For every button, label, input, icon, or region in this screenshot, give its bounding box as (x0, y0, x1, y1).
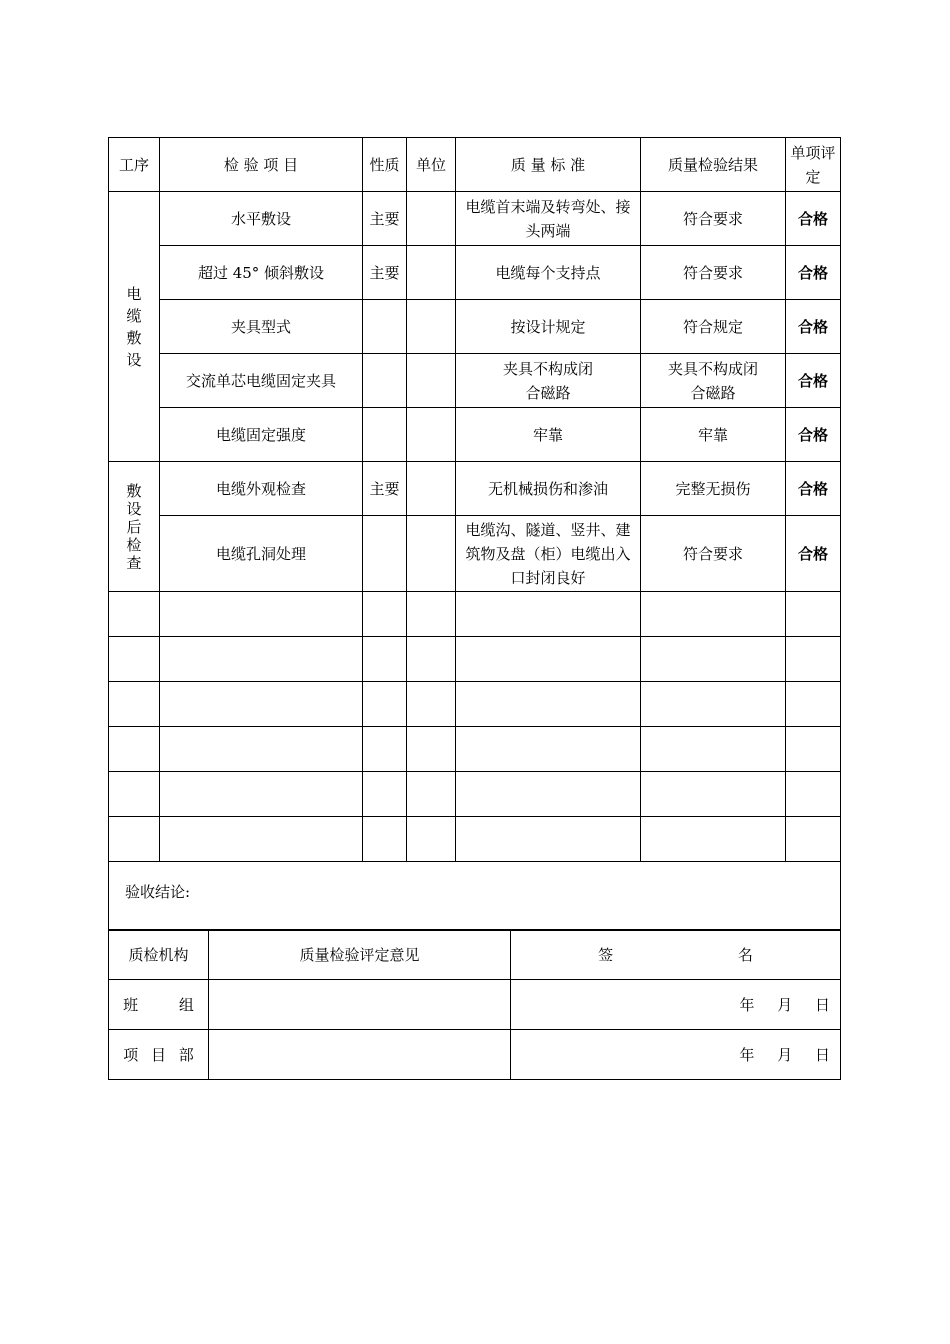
unit-cell (407, 246, 456, 300)
process-cell: 电缆敷设 (109, 192, 160, 462)
item-cell: 交流单芯电缆固定夹具 (160, 354, 363, 408)
table-row (109, 300, 841, 354)
sign-header-row (109, 931, 841, 980)
sign-row (109, 1030, 841, 1080)
header-nature: 性质 (363, 138, 407, 192)
table-row (109, 246, 841, 300)
evaluation-cell: 合格 (786, 246, 841, 300)
standard-cell: 电缆每个支持点 (456, 246, 641, 300)
item-cell: 超过 45° 倾斜敷设 (160, 246, 363, 300)
evaluation-cell: 合格 (786, 300, 841, 354)
conclusion-row (109, 862, 841, 930)
table-row (109, 516, 841, 592)
nature-cell (363, 300, 407, 354)
item-cell: 电缆固定强度 (160, 408, 363, 462)
item-cell: 电缆孔洞处理 (160, 516, 363, 592)
standard-cell: 夹具不构成闭合磁路 (456, 354, 641, 408)
nature-cell (363, 354, 407, 408)
empty-row (109, 817, 841, 862)
result-cell: 完整无损伤 (641, 462, 786, 516)
unit-cell (407, 300, 456, 354)
opinion-cell (209, 1030, 511, 1080)
standard-cell: 按设计规定 (456, 300, 641, 354)
standard-cell: 电缆首末端及转弯处、接头两端 (456, 192, 641, 246)
header-row (109, 138, 841, 192)
nature-cell (363, 408, 407, 462)
table-row (109, 192, 841, 246)
evaluation-cell: 合格 (786, 462, 841, 516)
header-standard: 质 量 标 准 (456, 138, 641, 192)
sign-row (109, 980, 841, 1030)
result-cell: 符合要求 (641, 246, 786, 300)
sign-table (108, 930, 841, 1080)
standard-cell: 电缆沟、隧道、竖井、建筑物及盘（柜）电缆出入口封闭良好 (456, 516, 641, 592)
result-cell: 牢靠 (641, 408, 786, 462)
date-cell: 年 月 日 (511, 1030, 841, 1080)
conclusion-label: 验收结论: (109, 862, 841, 930)
item-cell: 夹具型式 (160, 300, 363, 354)
header-result: 质量检验结果 (641, 138, 786, 192)
unit-cell (407, 192, 456, 246)
evaluation-cell: 合格 (786, 408, 841, 462)
process-cell: 敷设后检查 (109, 462, 160, 592)
opinion-cell (209, 980, 511, 1030)
date-cell: 年 月 日 (511, 980, 841, 1030)
unit-cell (407, 408, 456, 462)
opinion-header: 质量检验评定意见 (209, 931, 511, 980)
nature-cell: 主要 (363, 462, 407, 516)
empty-row (109, 772, 841, 817)
nature-cell: 主要 (363, 246, 407, 300)
result-cell: 符合要求 (641, 516, 786, 592)
table-row (109, 408, 841, 462)
empty-row (109, 682, 841, 727)
item-cell: 水平敷设 (160, 192, 363, 246)
evaluation-cell: 合格 (786, 516, 841, 592)
header-process: 工序 (109, 138, 160, 192)
header-item: 检 验 项 目 (160, 138, 363, 192)
table-row (109, 462, 841, 516)
inspection-table (108, 137, 841, 930)
table-row (109, 354, 841, 408)
item-cell: 电缆外观检查 (160, 462, 363, 516)
empty-row (109, 727, 841, 772)
org-header: 质检机构 (109, 931, 209, 980)
sign-header: 签 名 (511, 931, 841, 980)
org-cell: 项 目 部 (109, 1030, 209, 1080)
standard-cell: 无机械损伤和渗油 (456, 462, 641, 516)
header-unit: 单位 (407, 138, 456, 192)
result-cell: 符合规定 (641, 300, 786, 354)
nature-cell (363, 516, 407, 592)
header-evaluation: 单项评定 (786, 138, 841, 192)
unit-cell (407, 354, 456, 408)
standard-cell: 牢靠 (456, 408, 641, 462)
unit-cell (407, 462, 456, 516)
result-cell: 夹具不构成闭合磁路 (641, 354, 786, 408)
nature-cell: 主要 (363, 192, 407, 246)
org-cell: 班 组 (109, 980, 209, 1030)
result-cell: 符合要求 (641, 192, 786, 246)
empty-row (109, 637, 841, 682)
evaluation-cell: 合格 (786, 192, 841, 246)
evaluation-cell: 合格 (786, 354, 841, 408)
empty-row (109, 592, 841, 637)
unit-cell (407, 516, 456, 592)
inspection-form (108, 137, 840, 1080)
